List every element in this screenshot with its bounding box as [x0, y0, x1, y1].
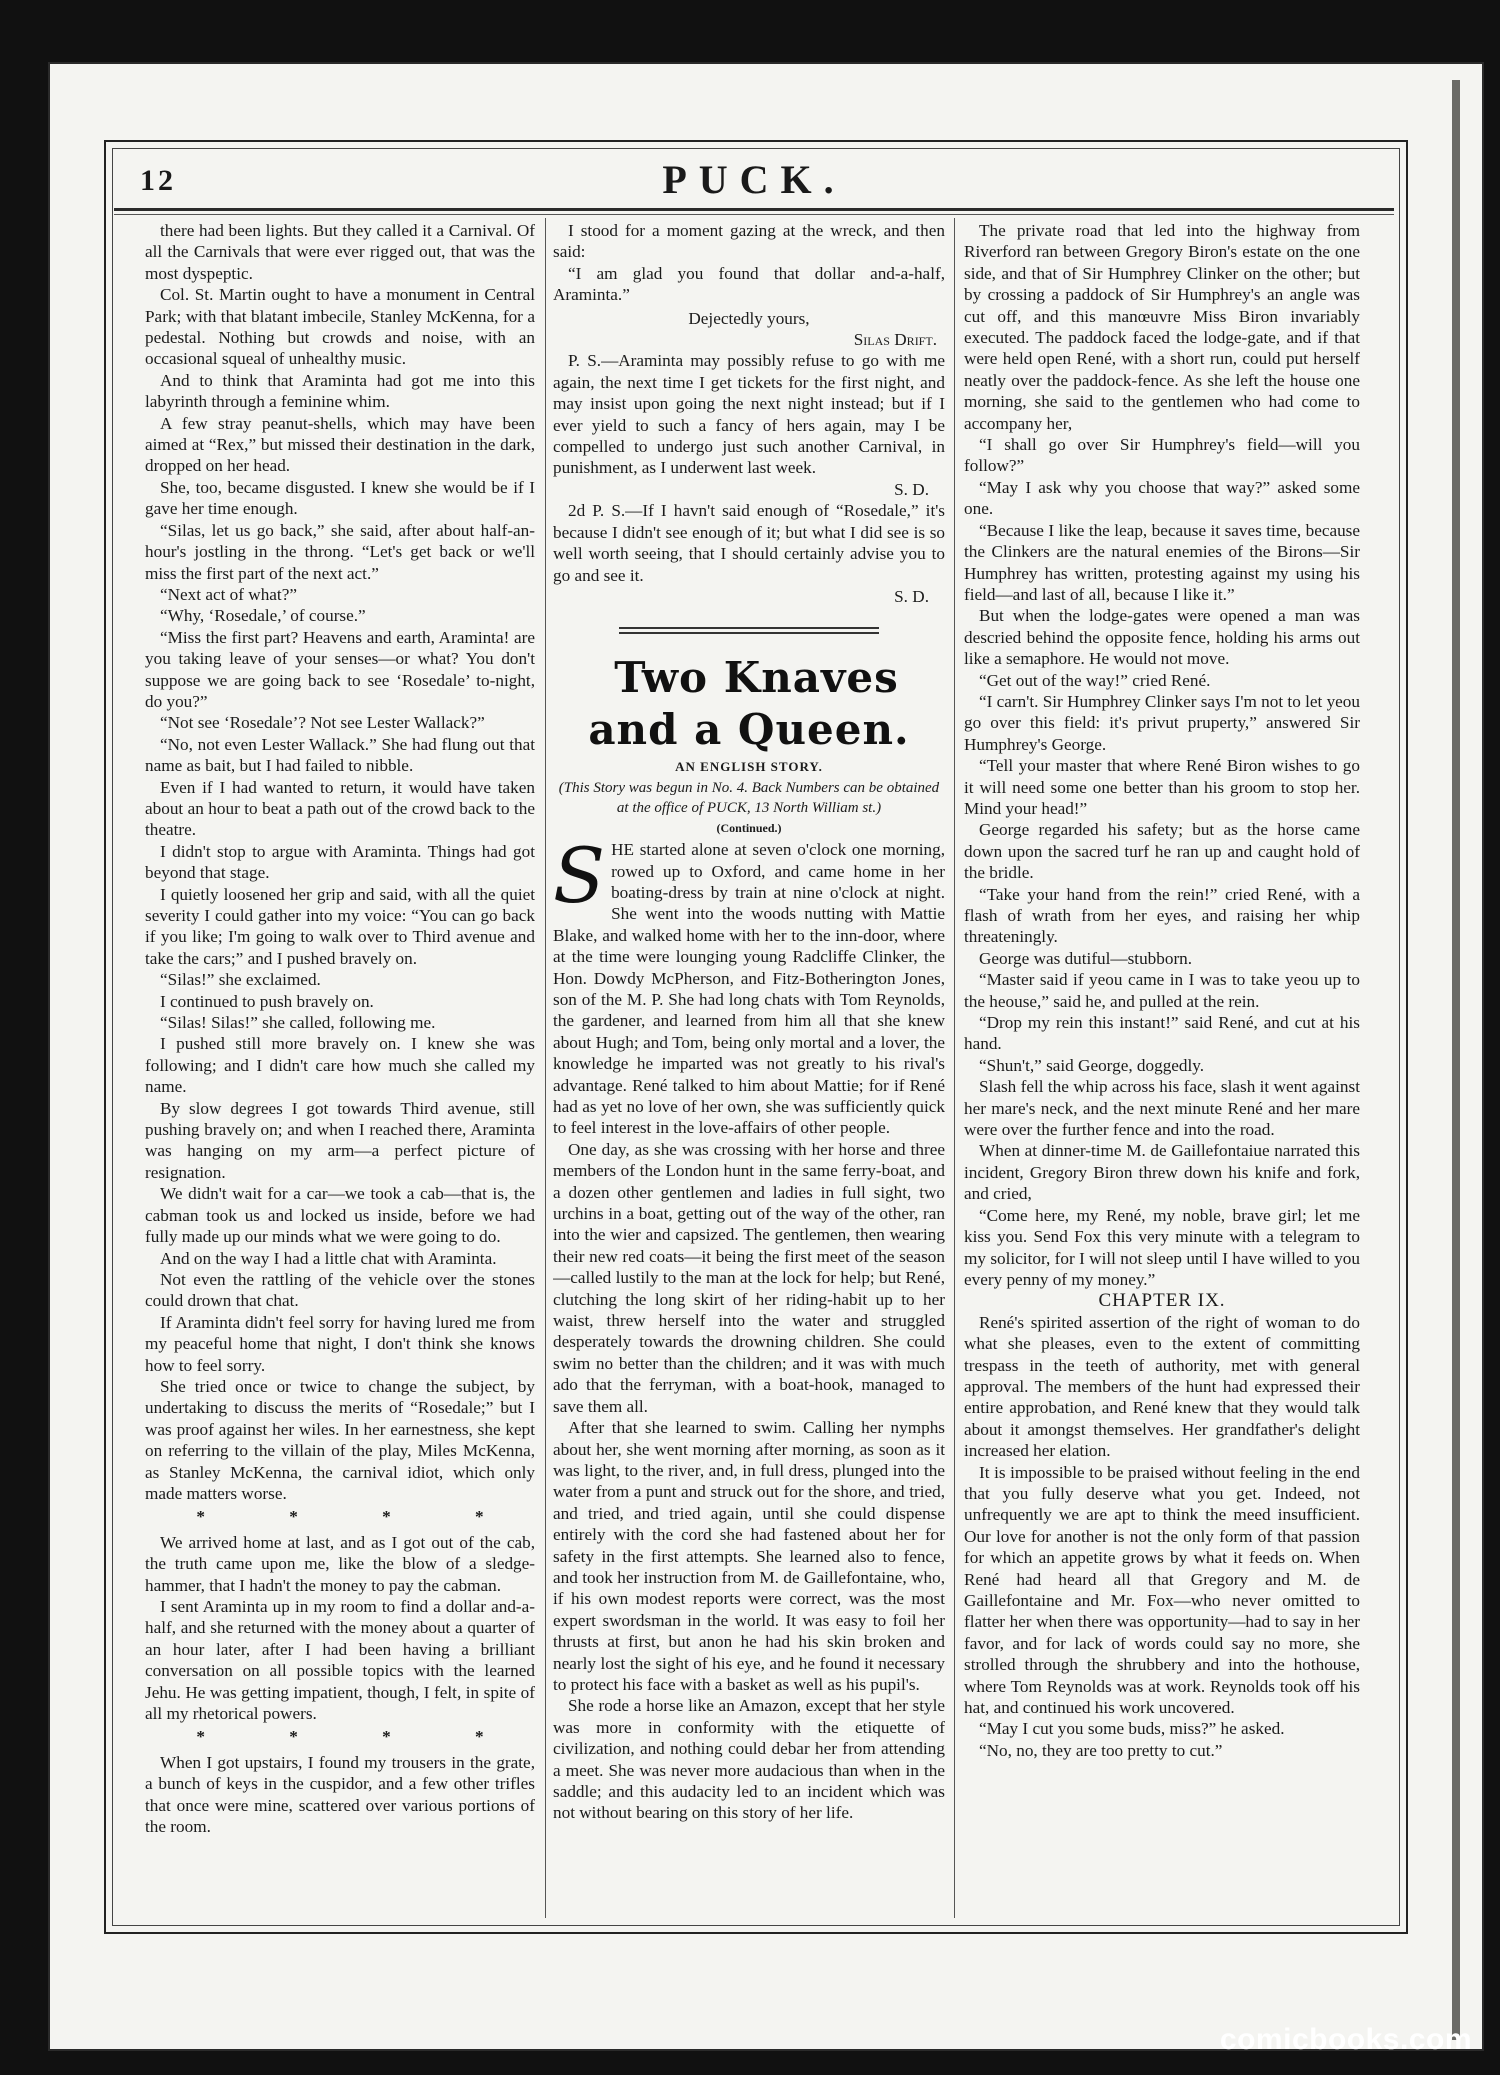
paragraph: One day, as she was crossing with her horse and three members of the London hunt in the same ferry-boat, and a dozen other gentlemen and ladies in full sight, two urchins in a boat, getting out of the way of the other, ran into the wier and capsized. The gentlemen, then wearing their new red coats—it being the first meet of the season—called lustily to the man at the lock for help; but René, clutching the long skirt of her riding-habit up to her waist, threw herself into the water and struggled desperately towards the drowning children. She could swim no better than the children; and it was with much ado that the ferryman, with a boat-hook, managed to save them all. — [553, 1139, 945, 1416]
paragraph: “Tell your master that where René Biron wishes to go it will need some one better than his groom to stop her. Mind your head!” — [964, 756, 1360, 818]
section-break-stars-2: * * * * — [196, 1727, 524, 1747]
paragraph: And to think that Araminta had got me into this labyrinth through a feminine whim. — [145, 370, 535, 412]
section-break-stars: * * * * — [196, 1507, 524, 1527]
paragraph: René's spirited assertion of the right of woman to do what she pleases, even to the extent of committing trespass in the teeth of authority, met with general approval. The members of the hunt had expressed their entire approbation, and René knew that they would talk about it amongst themselves. Her grandfather's delight increased her elation. — [964, 1312, 1360, 1461]
chapter-heading: CHAPTER IX. — [1098, 1290, 1226, 1312]
column-1 — [145, 220, 535, 1910]
column-2 — [553, 220, 945, 1910]
paragraph: “Next act of what?” — [160, 584, 297, 604]
postscript-1: P. S.—Araminta may possibly refuse to go with me again, the next time I get tickets for the first night, and may insist upon going the next night instead; but if I ever yield to such a fancy of hers again, may I be compelled to undergo just such another Carnival, in punishment, as I underwent last week. — [553, 351, 945, 478]
paragraph: “I carn't. Sir Humphrey Clinker says I'm not to let yeou go over this field: it's privut pruperty,” answered Sir Humphrey's George. — [964, 691, 1360, 754]
paragraph: I quietly loosened her grip and said, with all the quiet severity I could gather into my voice: “You can go back if you like; I'm going to walk over to Third avenue and take the cars;” and I pushed bravely on. — [145, 884, 535, 968]
col1-paragraphs — [145, 220, 535, 1504]
masthead: PUCK. — [662, 157, 846, 202]
letter-signature: Silas Drift. — [853, 330, 937, 350]
paragraph: “Silas, let us go back,” she said, after about half-an-hour's jostling in the throng. “Let's get back or we'll miss the first part of the next act.” — [145, 520, 535, 583]
column-divider-2 — [954, 218, 955, 1918]
paragraph: I sent Araminta up in my room to find a dollar and-a-half, and she returned with the money about a quarter of an hour later, after I had been having a brilliant conversation on all possible topics with the learned Jehu. He was getting impatient, though, I felt, in spite of all my rhetorical powers. — [145, 1597, 535, 1724]
col3-paragraphs — [964, 220, 1360, 1290]
paragraph: “Come here, my René, my noble, brave girl; let me kiss you. Send Fox this very minute with a telegram to my solicitor, for I will not sleep until I have willed to you every penny of my money.” — [964, 1205, 1360, 1289]
paragraph: “Take your hand from the rein!” cried René, with a flash of wrath from her eyes, and raising her whip threateningly. — [964, 884, 1360, 947]
story-subtitle: AN ENGLISH STORY. — [675, 759, 823, 775]
paragraph: “Silas!” she exclaimed. — [160, 970, 321, 990]
paragraph: I pushed still more bravely on. I knew she was following; and I didn't care how much she called my name. — [145, 1034, 535, 1097]
header-rule — [114, 208, 1394, 211]
continued-label: (Continued.) — [716, 820, 782, 835]
paragraph: “No, not even Lester Wallack.” She had flung out that name as bait, but I had failed to nibble. — [145, 734, 535, 776]
paragraph: “May I cut you some buds, miss?” he asked. — [979, 1719, 1285, 1739]
paragraph: “Silas! Silas!” she called, following me. — [160, 1013, 436, 1033]
column-divider-1 — [545, 218, 546, 1918]
postscript-1-signature: S. D. — [894, 479, 929, 499]
paragraph: “Why, ‘Rosedale,’ of course.” — [160, 606, 366, 626]
paragraph: “I shall go over Sir Humphrey's field—will you follow?” — [964, 435, 1360, 476]
paragraph: But when the lodge-gates were opened a man was descried behind the opposite fence, holding his arms out like a semaphore. He would not move. — [964, 606, 1360, 669]
paragraph: George regarded his safety; but as the horse came down upon the sacred turf he ran up and caught hold of the bridle. — [964, 820, 1360, 883]
paragraph: “Drop my rein this instant!” said René, and cut at his hand. — [964, 1013, 1360, 1054]
paragraph: I continued to push bravely on. — [160, 991, 374, 1011]
story-title: Two Knaves and a Queen. — [588, 653, 910, 755]
paragraph: I stood for a moment gazing at the wreck, and then said: — [553, 221, 945, 262]
paragraph: She tried once or twice to change the subject, by undertaking to discuss the merits of “Rosedale;” but I was proof against her wiles. In her earnestness, she kept on referring to the villain of the play, Miles McKenna, as Stanley McKenna, the carnival idiot, which only made matters worse. — [145, 1376, 535, 1503]
paragraph: Even if I had wanted to return, it would have taken about an hour to beat a path out of the crowd back to the theatre. — [145, 777, 535, 840]
paragraph: Not even the rattling of the vehicle over the stones could drown that chat. — [145, 1269, 535, 1311]
chapter-paragraphs — [964, 1312, 1360, 1762]
paragraph: We arrived home at last, and as I got out of the cab, the truth came upon me, like the blow of a sledge-hammer, that I hadn't the money to pay the cabman. — [145, 1532, 535, 1595]
col1-paragraphs-2 — [145, 1532, 535, 1725]
header — [104, 150, 1404, 206]
paragraph: “I am glad you found that dollar and-a-half, Araminta.” — [553, 263, 945, 305]
paragraph: Slash fell the whip across his face, slash it went against her mare's neck, and the next minute René and her mare were over the further fence and into the road. — [964, 1077, 1360, 1140]
paragraph: If Araminta didn't feel sorry for having lured me from my peaceful home that night, I don't think she knows how to feel sorry. — [145, 1312, 535, 1375]
paragraph: there had been lights. But they called it a Carnival. Of all the Carnivals that were ever rigged out, that was the most dyspeptic. — [145, 221, 535, 283]
paragraph: A few stray peanut-shells, which may have been aimed at “Rex,” but missed their destination in the dark, dropped on her head. — [145, 413, 535, 476]
postscript-2-signature: S. D. — [894, 586, 929, 606]
postscript-2: 2d P. S.—If I havn't said enough of “Rosedale,” it's because I didn't see enough of it; but what I did see is so well worth seeing, that I should certainly advise you to go and see it. — [553, 501, 945, 585]
paragraph: George was dutiful—stubborn. — [979, 948, 1193, 968]
paragraph: And on the way I had a little chat with Araminta. — [160, 1248, 497, 1268]
paragraph: We didn't wait for a car—we took a cab—that is, the cabman took us and locked us inside, before we had fully made up our minds what we were going to do. — [145, 1184, 535, 1247]
story-first-text: HE started alone at seven o'clock one morning, rowed up to Oxford, and came home in her boating-dress by train at nine o'clock at night. She went into the woods nutting with Mattie Blake, and walked home with her to the inn-door, where at the time were lounging young Radcliffe Clinker, the Hon. Dowdy McPherson, and Fitz-Botherington Jones, son of the M. P. She had long chats with Tom Reynolds, the gardener, and learned from him all that she knew about Hugh; and Tom, being only mortal and a lover, the knowledge he imparted was not greatly to his rival's advantage. René talked to him about Mattie; for if René had as yet no love of her own, she was sufficiently quick to feel interest in the love-affairs of other people. — [553, 840, 945, 1138]
paragraph: “Because I like the leap, because it saves time, because the Clinkers are the natural enemies of the Birons—Sir Humphrey has written, protesting against my using his field—and last of all, because I like it.” — [964, 520, 1360, 604]
paragraph: I didn't stop to argue with Araminta. Things had got beyond that stage. — [145, 841, 535, 883]
paragraph: Col. St. Martin ought to have a monument in Central Park; with that blatant imbecile, Stanley McKenna, for a pedestal. Nothing but crowds and noise, with an occasional squeal of unhealthy music. — [145, 285, 535, 369]
paragraph: “Not see ‘Rosedale’? Not see Lester Wallack?” — [160, 713, 485, 733]
paragraph: “Miss the first part? Heavens and earth, Araminta! are you taking leave of your senses—or what? You don't suppose we are going back to see ‘Rosedale’ to-night, do you?” — [145, 627, 535, 711]
letter-closing: Dejectedly yours, — [688, 308, 810, 328]
section-divider — [619, 627, 879, 634]
paragraph: It is impossible to be praised without feeling in the end that you fully deserve what you get. Indeed, not unfrequently we are apt to think the meed insufficient. Our love for another is not the only form of that passion for which an appetite grows by what it feeds on. When René had heard all that Gregory and M. de Gaillefontaine and Mr. Fox—who never omitted to flatter her when there was opportunity—had to say in her favor, and for lack of words could say no more, she strolled through the shrubbery and into the hothouse, where Tom Reynolds was at work. Reynolds took off his hat, and continued his work uncovered. — [964, 1462, 1360, 1718]
header-rule-thin — [114, 214, 1394, 215]
paragraph: “Get out of the way!” cried René. — [979, 670, 1211, 690]
drop-cap: S — [553, 831, 606, 921]
col2-paragraphs — [553, 220, 945, 306]
paragraph: After that she learned to swim. Calling her nymphs about her, she went morning after morning, as soon as it was light, to the river, and, in full dress, plunged into the water from a punt and struck out for the shore, and tried, and tried, and tried again, until she could dispense entirely with the cord she had fastened about her for safety in the first attempts. She learned also to fence, and took her instruction from M. de Gaillefontaine, who, if his own modest reports were correct, was the most expert swordsman in the world. It was easy to foil her thrusts at first, but anon he had his skin broken and nearly lost the sight of his eye, and he found it necessary to protect his face with a basket as well as his pupil's. — [553, 1418, 945, 1694]
story-first-paragraph — [553, 831, 945, 1139]
watermark-text: comicbooks.com — [1219, 2023, 1472, 2056]
binding-edge — [1452, 80, 1460, 2040]
paragraph: “Shun't,” said George, doggedly. — [979, 1055, 1205, 1075]
paragraph: “Master said if yeou came in I was to take yeou up to the heouse,” said he, and pulled at the rein. — [964, 970, 1360, 1011]
column-3 — [964, 220, 1360, 1910]
paragraph: “No, no, they are too pretty to cut.” — [979, 1740, 1223, 1760]
paragraph: “May I ask why you choose that way?” asked some one. — [964, 477, 1360, 519]
paragraph: She rode a horse like an Amazon, except that her style was more in conformity with the etiquette of civilization, and nothing could debar her from attending a meet. She was never more audacious than when in the saddle; and this audacity led to an incident which was not without bearing on this story of her life. — [553, 1696, 945, 1823]
col1-paragraphs-3 — [145, 1752, 535, 1838]
paragraph: She, too, became disgusted. I knew she would be if I gave her time enough. — [145, 477, 535, 519]
paragraph: By slow degrees I got towards Third avenue, still pushing bravely on; and when I reached there, Araminta was hanging on my arm—a perfect picture of resignation. — [145, 1098, 535, 1182]
paragraph: The private road that led into the highway from Riverford ran between Gregory Biron's estate on the one side, and that of Sir Humphrey Clinker on the other; but by crossing a paddock of Sir Humphrey's an angle was cut off, and this manœuvre Miss Biron invariably executed. The paddock faced the lodge-gate, and if that were held open René, with a short run, could put herself neatly over the paddock-fence. As she left the house one morning, she said to the gentlemen who had come to accompany her, — [964, 221, 1360, 433]
story-note: (This Story was begun in No. 4. Back Numbers can be obtained at the office of PUCK, 13 North William st.) — [558, 779, 940, 816]
paragraph: When I got upstairs, I found my trousers in the grate, a bunch of keys in the cuspidor, and a few other trifles that once were mine, scattered over various portions of the room. — [145, 1752, 535, 1837]
paragraph: When at dinner-time M. de Gaillefontaiue narrated this incident, Gregory Biron threw down his knife and fork, and cried, — [964, 1141, 1360, 1204]
page-number: 12 — [140, 164, 176, 197]
story-paragraphs — [553, 1139, 945, 1824]
